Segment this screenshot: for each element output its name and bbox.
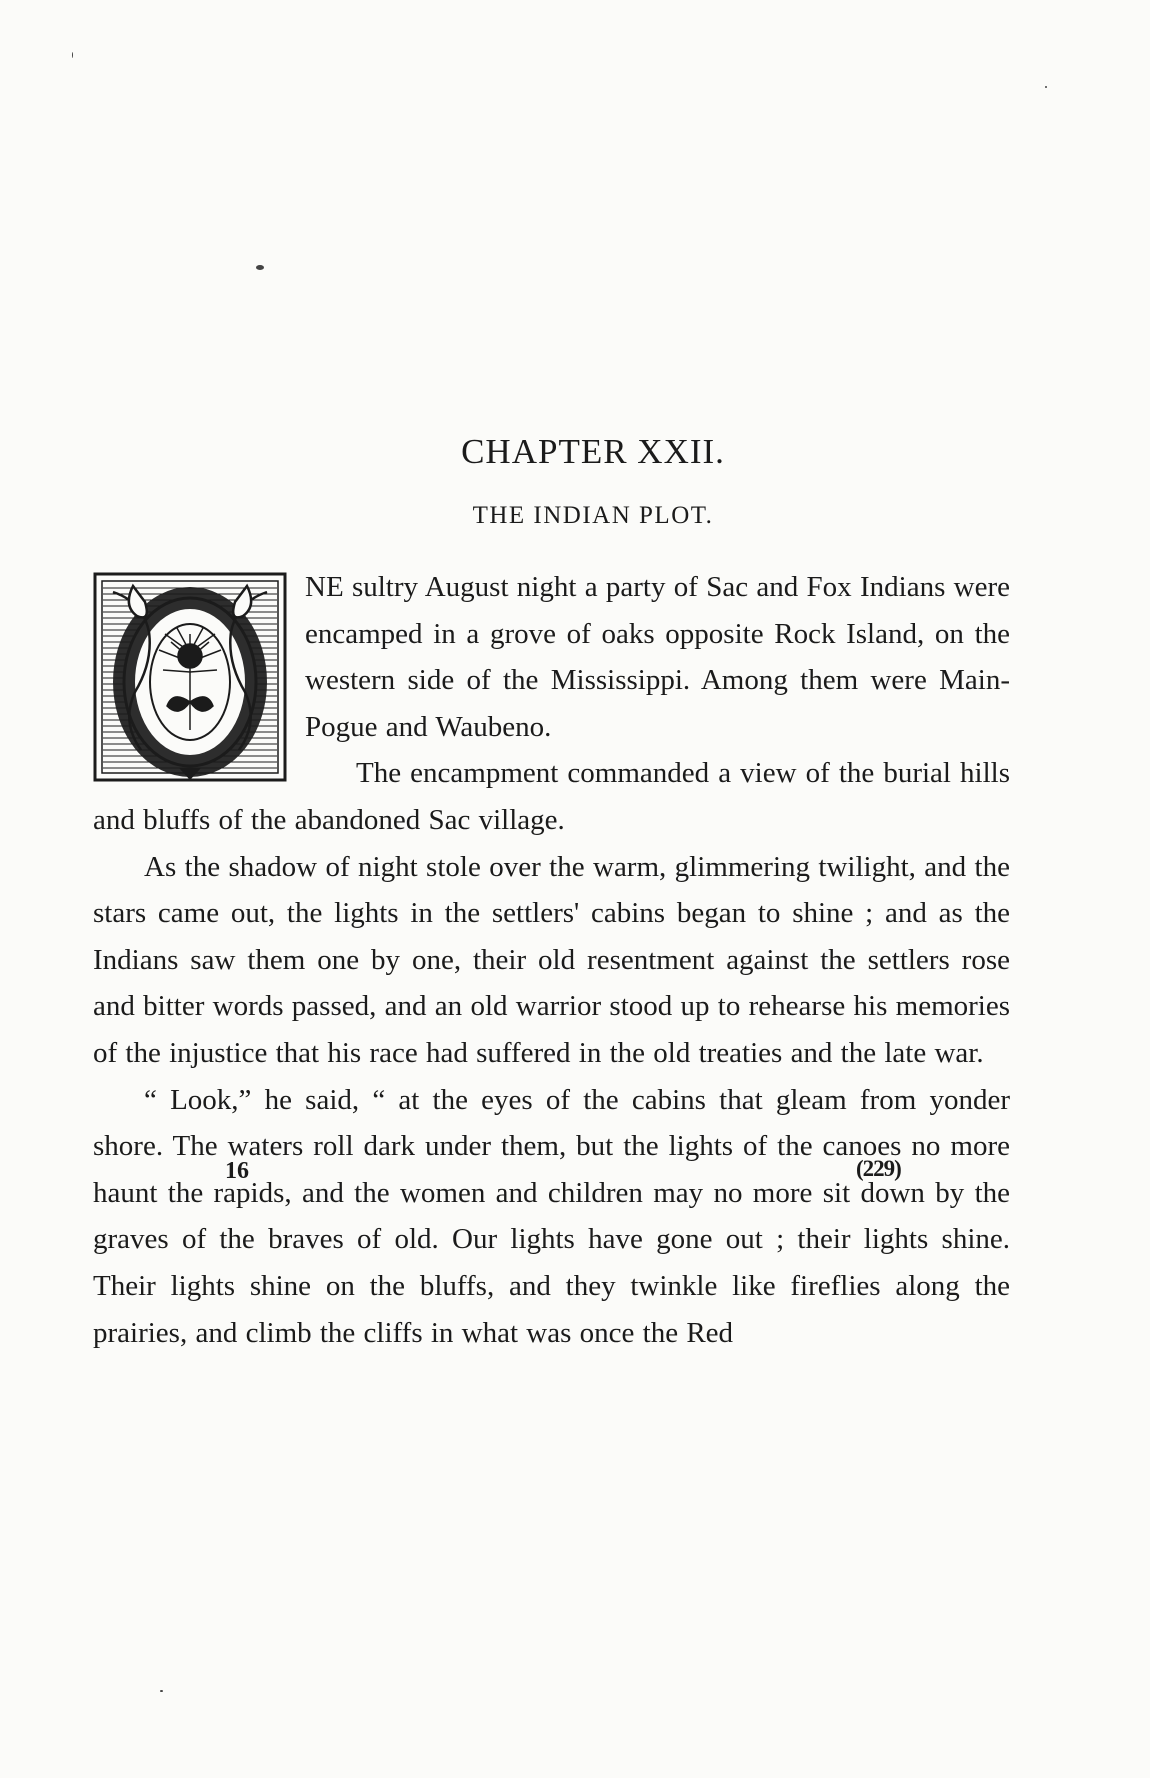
paragraph: As the shadow of night stole over the warm, glimmering twilight, and the stars came out, the lights in the settlers' cabins began to shine ; and as the Indians saw them one by one, their old resentment against the settlers rose and bitter words passed, and an old warrior stood up to rehearse his memories of the injustice that his race had suffered in the old treaties and the late war. [93, 850, 1010, 1069]
scan-speck [256, 265, 264, 270]
paragraph-opening: NE sultry August night a party of Sac and Fox Indians were encamped in a grove of oaks opposite Rock Island, on the western side of the Mississippi. Among them were Main-Pogue and Waubeno. [305, 571, 1010, 743]
body-text [93, 564, 1010, 1356]
chapter-title: THE INDIAN PLOT. [472, 502, 714, 529]
paragraph: “ Look,” he said, “ at the eyes of the cabins that gleam from yonder shore. The waters roll dark under them, but the lights of the canoes no more haunt the rapids, and the women and children may no more sit down by the graves of the braves of old. Our lights have gone out ; their lights shine. Their lights shine on the bluffs, and they twinkle like fireflies along the prairies, and climb the cliffs in what was once the Red [93, 1083, 1010, 1349]
ornamental-initial-o-icon [93, 572, 287, 782]
page-number: (229) [856, 1156, 901, 1181]
chapter-number: CHAPTER XXII. [461, 432, 725, 471]
paragraph: The encampment commanded a view of the burial hills and bluffs of the abandoned Sac village. [93, 757, 1010, 836]
scan-speck [72, 52, 73, 58]
scan-speck [1045, 86, 1047, 88]
signature-mark: 16 [225, 1158, 249, 1184]
scan-speck [160, 1690, 163, 1692]
